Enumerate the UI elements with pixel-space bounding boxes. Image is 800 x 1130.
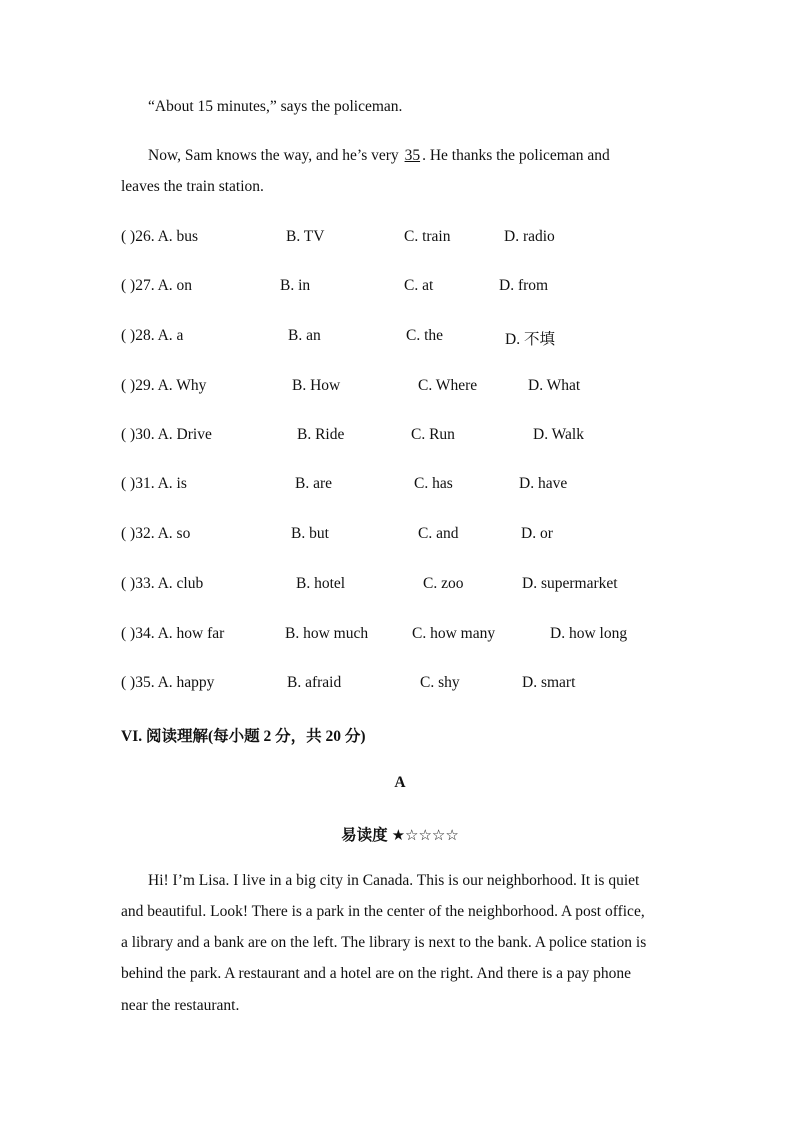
- question-stem: ( )32. A. so: [121, 525, 191, 542]
- reading-line-4: behind the park. A restaurant and a hotel are on the right. And there is a pay phone: [121, 965, 632, 982]
- question-35: [121, 674, 761, 696]
- difficulty-label: 易读度: [341, 827, 388, 844]
- reading-line-5: near the restaurant.: [121, 997, 240, 1014]
- option-c: C. shy: [420, 674, 460, 691]
- option-d: D. supermarket: [522, 575, 618, 592]
- option-b: B. Ride: [297, 426, 345, 443]
- question-stem: ( )28. A. a: [121, 327, 184, 344]
- question-stem: ( )27. A. on: [121, 277, 193, 294]
- reading-line-1: Hi! I’m Lisa. I live in a big city in Canada. This is our neighborhood. It is quiet: [148, 872, 640, 889]
- passage-line-1: “About 15 minutes,” says the policeman.: [148, 98, 403, 115]
- option-b: B. TV: [286, 228, 325, 245]
- option-b: B. afraid: [287, 674, 342, 691]
- question-28: [121, 327, 761, 349]
- passage-line-2: [148, 147, 610, 165]
- question-29: [121, 377, 761, 399]
- option-c: C. has: [414, 475, 453, 492]
- option-c: C. at: [404, 277, 434, 294]
- option-d: D. from: [499, 277, 549, 294]
- option-b: B. hotel: [296, 575, 346, 592]
- option-d: D. how long: [550, 625, 628, 642]
- option-b: B. how much: [285, 625, 369, 642]
- question-stem: ( )34. A. how far: [121, 625, 225, 642]
- question-32: [121, 525, 761, 547]
- blank-35: 35: [404, 147, 421, 164]
- option-c: C. the: [406, 327, 444, 344]
- question-34: [121, 625, 761, 647]
- question-stem: ( )31. A. is: [121, 475, 187, 492]
- question-stem: ( )29. A. Why: [121, 377, 207, 394]
- option-c: C. zoo: [423, 575, 464, 592]
- reading-line-3: a library and a bank are on the left. The library is next to the bank. A police station is: [121, 934, 647, 951]
- difficulty-stars: ★☆☆☆☆: [391, 826, 459, 844]
- difficulty-line: [0, 823, 800, 845]
- question-stem: ( )35. A. happy: [121, 674, 215, 691]
- option-d: D. smart: [522, 674, 576, 691]
- option-b: B. in: [280, 277, 311, 294]
- passage-line-2-post: . He thanks the policeman and: [422, 147, 610, 164]
- reading-line-2: and beautiful. Look! There is a park in the center of the neighborhood. A post office,: [121, 903, 645, 920]
- option-b: B. are: [295, 475, 333, 492]
- option-d: D. What: [528, 377, 581, 394]
- question-33: [121, 575, 761, 597]
- option-c: C. train: [404, 228, 451, 245]
- option-d: D. Walk: [533, 426, 584, 443]
- option-d: D. have: [519, 475, 568, 492]
- part-label: A: [394, 774, 406, 791]
- passage-line-3: leaves the train station.: [121, 178, 264, 195]
- question-26: [121, 228, 761, 250]
- option-b: B. an: [288, 327, 321, 344]
- option-c: C. Where: [418, 377, 478, 394]
- question-stem: ( )26. A. bus: [121, 228, 199, 245]
- question-27: [121, 277, 761, 299]
- option-d: D. or: [521, 525, 553, 542]
- passage-line-2-pre: Now, Sam knows the way, and he’s very: [148, 147, 403, 164]
- option-c: C. how many: [412, 625, 496, 642]
- section-heading: VI. 阅读理解(每小题 2 分，共 20 分): [121, 728, 366, 745]
- option-c: C. and: [418, 525, 459, 542]
- question-stem: ( )30. A. Drive: [121, 426, 212, 443]
- option-d: D. radio: [504, 228, 555, 245]
- option-c: C. Run: [411, 426, 455, 443]
- option-b: B. but: [291, 525, 329, 542]
- option-d: D. 不填: [505, 331, 555, 348]
- question-31: [121, 475, 761, 497]
- question-30: [121, 426, 761, 448]
- option-b: B. How: [292, 377, 341, 394]
- question-stem: ( )33. A. club: [121, 575, 204, 592]
